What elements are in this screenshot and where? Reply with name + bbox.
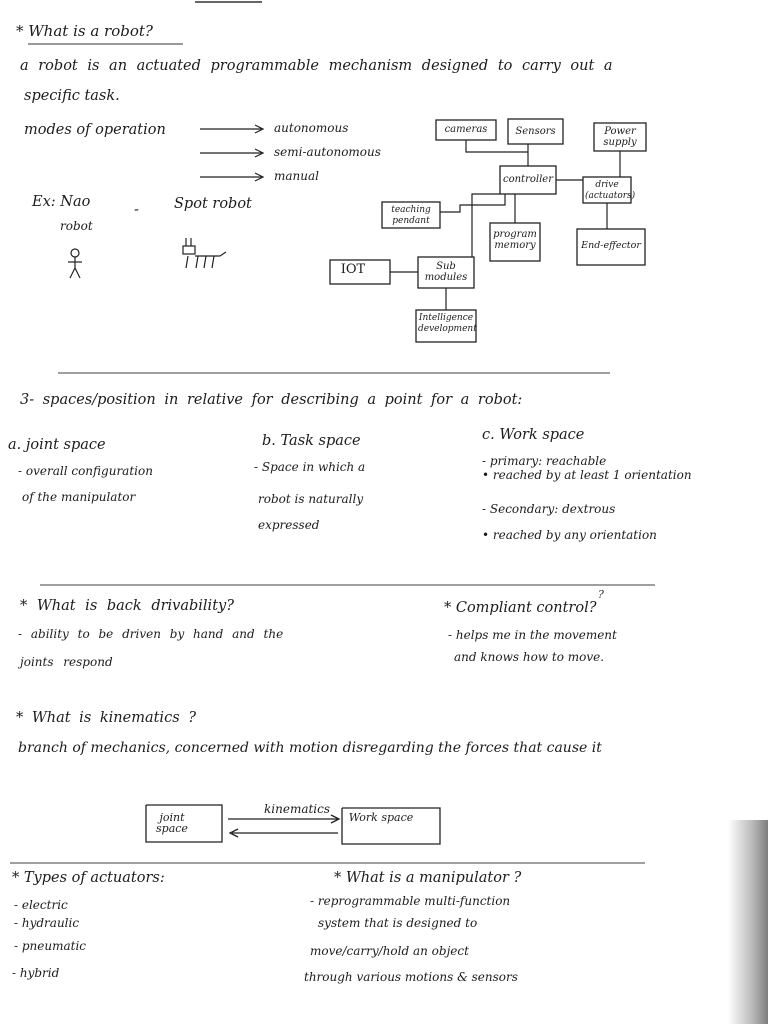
example-prefix: Ex: Nao [32,194,91,210]
svg-text:?: ? [598,588,604,601]
label-end-effector: End-effector [581,240,641,251]
actuator-hybrid: - hybrid [12,966,60,980]
joint-space-line2: of the manipulator [22,490,136,504]
work-space-line1: - primary: reachable [482,454,607,468]
joint-space-line1: - overall configuration [18,464,153,478]
work-space-title: c. Work space [482,427,585,443]
label-submodules: Sub modules [424,261,468,283]
modes-label: modes of operation [24,122,166,138]
task-space-title: b. Task space [262,433,361,449]
kinematics-heading: * What is kinematics ? [16,710,197,726]
kin-work-space: Work space [348,811,414,824]
label-controller: controller [503,174,553,185]
mode-arrows [200,125,263,181]
task-space-line1: - Space in which a [254,460,366,474]
label-sensors: Sensors [515,126,556,137]
spot-figure-icon [183,238,226,268]
joint-space-title: a. joint space [8,437,106,453]
compliant-line1: - helps me in the movement [448,628,617,642]
nao-figure-icon [68,249,82,278]
compliant-heading: * Compliant control? [444,600,597,616]
label-cameras: cameras [444,124,488,135]
mode-autonomous: autonomous [274,121,349,135]
actuator-electric: - electric [14,898,68,912]
mode-semi-autonomous: semi-autonomous [274,145,381,159]
label-teaching: teaching pendant [391,205,431,226]
kin-arrow-label: kinematics [264,802,331,816]
manipulator-line3: move/carry/hold an object [310,944,469,958]
manipulator-heading: * What is a manipulator ? [334,870,522,886]
backdrive-heading: * What is back drivability? [20,598,234,614]
label-iot: IOT [340,262,366,277]
actuator-pneumatic: - pneumatic [14,939,87,953]
actuators-heading: * Types of actuators: [12,870,165,886]
label-program: program memory [493,229,537,251]
task-space-line2: robot is naturally [258,492,364,506]
manipulator-line2: system that is designed to [318,916,478,930]
example-spot: Spot robot [174,196,252,212]
robot-heading: * What is a robot? [16,22,153,40]
kin-joint-space: joint space [156,811,188,835]
example-nao: robot [60,219,93,233]
manipulator-line4: through various motions & sensors [304,970,518,984]
robot-definition-line1: a robot is an actuated programmable mechanism designed to carry out a [20,58,613,74]
label-intelligence: Intelligence development [418,313,477,334]
work-space-line4: • reached by any orientation [482,528,657,542]
manipulator-line1: - reprogrammable multi-function [310,894,511,908]
compliant-line2: and knows how to move. [454,650,605,664]
work-space-line3: - Secondary: dextrous [482,502,616,516]
mode-manual: manual [274,169,319,183]
example-dash: - [134,202,139,218]
spaces-heading: 3- spaces/position in relative for describing a point for a robot: [20,392,523,408]
robot-definition-line2: specific task. [24,88,120,104]
label-power: Power supply [603,126,637,148]
label-drive: drive (actuators) [585,180,636,201]
work-space-line2: • reached by at least 1 orientation [482,468,692,482]
actuator-hydraulic: - hydraulic [14,916,80,930]
page-edge-shadow [728,820,768,1024]
backdrive-line1: - ability to be driven by hand and the [18,627,284,641]
kinematics-definition: branch of mechanics, concerned with motion disregarding the forces that cause it [18,740,602,756]
backdrive-line2: joints respond [20,655,113,669]
task-space-line3: expressed [258,518,320,532]
